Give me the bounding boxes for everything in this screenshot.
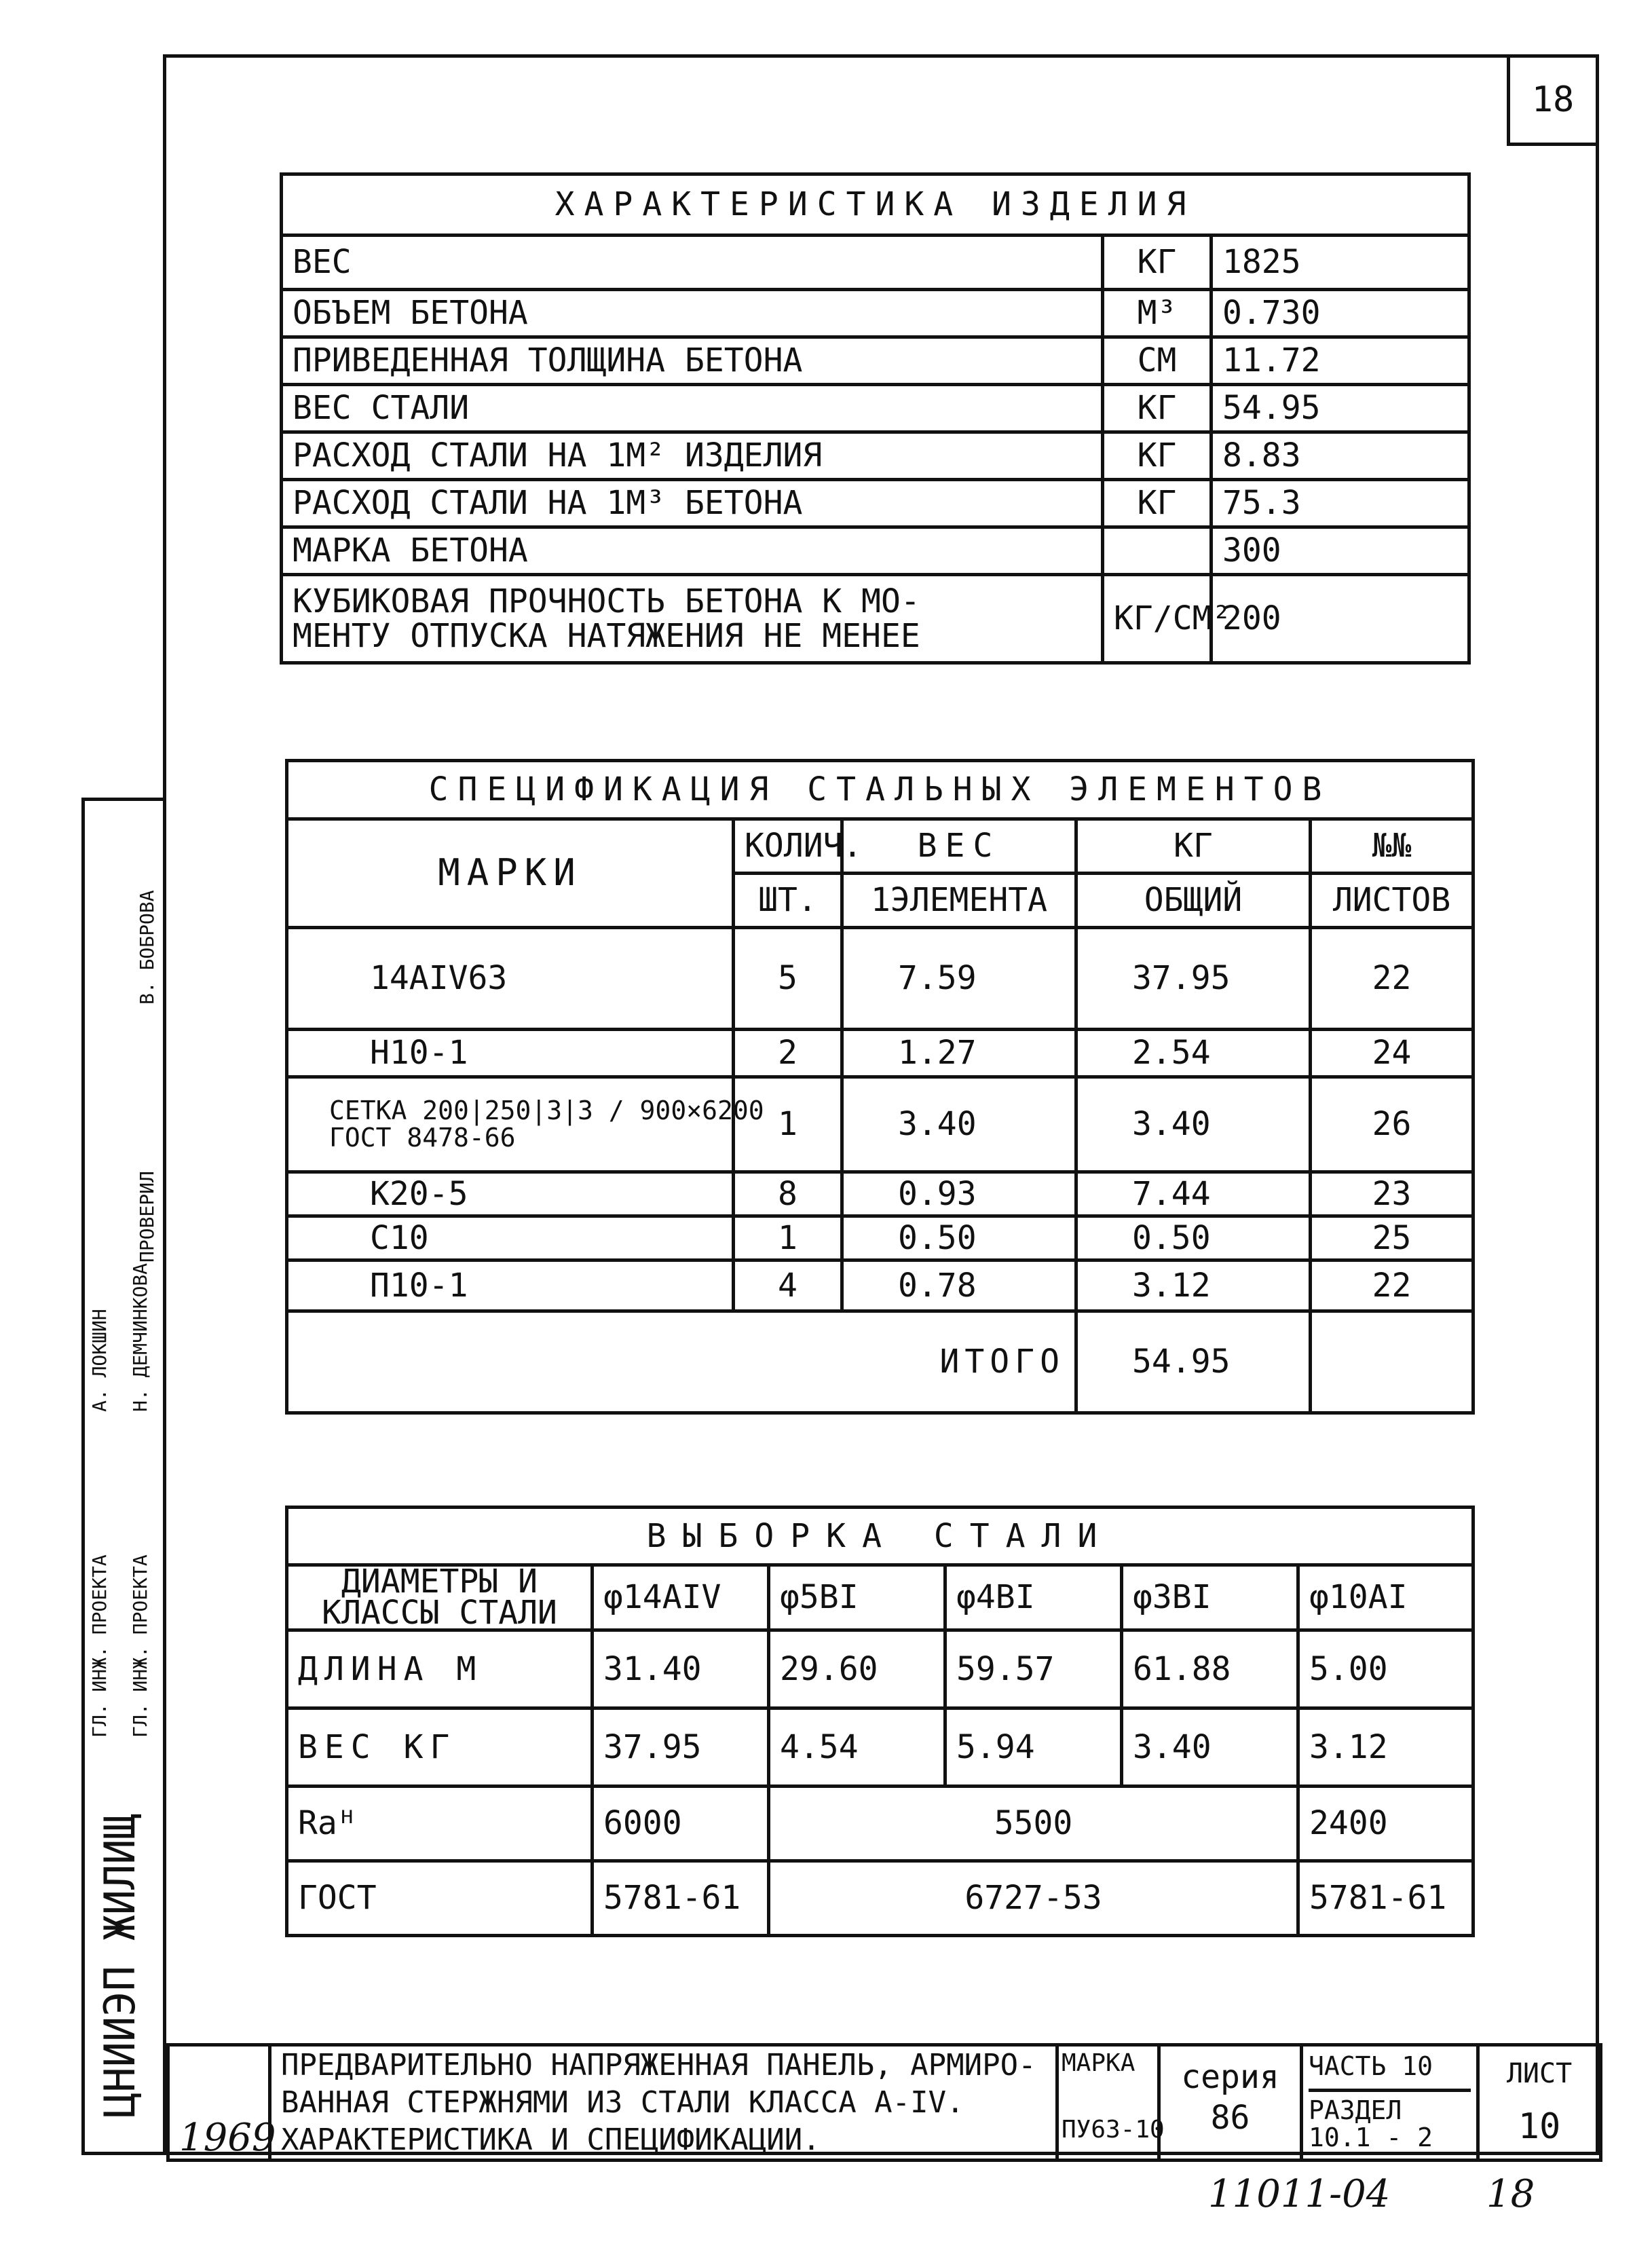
selection-weight: 3.40 — [1122, 1708, 1298, 1787]
char-value: 75.3 — [1212, 480, 1469, 527]
spec-head-sheets: ЛИСТОВ — [1311, 874, 1473, 928]
stamp-title-line3: ХАРАКТЕРИСТИКА И СПЕЦИФИКАЦИИ. — [281, 2123, 821, 2157]
footer-num: 18 — [1486, 2172, 1535, 2216]
selection-gost: 6727-53 — [769, 1861, 1298, 1936]
selection-weight: 37.95 — [593, 1708, 769, 1787]
spec-mark: П10-1 — [287, 1260, 734, 1311]
selection-title: ВЫБОРКА СТАЛИ — [287, 1508, 1473, 1565]
side-role: ГЛ. ИНЖ. ПРОЕКТА — [129, 1554, 151, 1738]
spec-total-empty — [1311, 1311, 1473, 1413]
spec-sheet: 26 — [1311, 1077, 1473, 1172]
char-name: ВЕС — [282, 236, 1103, 290]
spec-total: 0.50 — [1076, 1216, 1311, 1260]
stamp-series — [1159, 2045, 1302, 2161]
char-unit — [1103, 527, 1212, 575]
stamp-section-label: РАЗДЕЛ — [1309, 2095, 1402, 2126]
char-name: ОБЪЕМ БЕТОНА — [282, 290, 1103, 337]
spec-one: 1.27 — [842, 1030, 1076, 1077]
char-value: 200 — [1212, 575, 1469, 663]
char-value: 300 — [1212, 527, 1469, 575]
spec-qty: 1 — [734, 1216, 842, 1260]
spec-one: 0.78 — [842, 1260, 1076, 1311]
selection-length: 61.88 — [1122, 1630, 1298, 1708]
footer-code: 11011-04 — [1208, 2172, 1391, 2216]
selection-length: 31.40 — [593, 1630, 769, 1708]
stamp-section-value: 10.1 - 2 — [1309, 2122, 1433, 2152]
spec-total: 3.40 — [1076, 1077, 1311, 1172]
stamp-part-value: ЧАСТЬ 10 — [1309, 2053, 1471, 2092]
spec-qty: 4 — [734, 1260, 842, 1311]
stamp-part — [1302, 2045, 1478, 2161]
spec-qty: 8 — [734, 1172, 842, 1216]
specification-table — [285, 759, 1475, 1415]
spec-sheet: 25 — [1311, 1216, 1473, 1260]
char-unit: М³ — [1103, 290, 1212, 337]
spec-one: 0.93 — [842, 1172, 1076, 1216]
stamp-title-line1: ПРЕДВАРИТЕЛЬНО НАПРЯЖЕННАЯ ПАНЕЛЬ, АРМИРО- — [281, 2048, 1036, 2082]
title-block — [166, 2043, 1602, 2162]
char-value: 8.83 — [1212, 432, 1469, 480]
spec-total-label: ИТОГО — [287, 1311, 1076, 1413]
selection-col: φ14AIV — [593, 1565, 769, 1630]
spec-head-nn: №№ — [1311, 819, 1473, 874]
stamp-sheet-label: ЛИСТ — [1506, 2058, 1573, 2090]
char-value: 0.730 — [1212, 290, 1469, 337]
spec-total: 3.12 — [1076, 1260, 1311, 1311]
spec-head-weight-unit: КГ — [1076, 819, 1311, 874]
spec-head-qty-unit: ШТ. — [734, 874, 842, 928]
char-unit: КГ — [1103, 236, 1212, 290]
side-name: А. ЛОКШИН — [88, 1309, 111, 1412]
selection-weight: 5.94 — [945, 1708, 1122, 1787]
char-value: 11.72 — [1212, 337, 1469, 385]
char-name: ВЕС СТАЛИ — [282, 385, 1103, 432]
spec-total: 37.95 — [1076, 928, 1311, 1030]
stamp-sheet-value: 10 — [1518, 2106, 1561, 2148]
spec-qty: 1 — [734, 1077, 842, 1172]
char-name: РАСХОД СТАЛИ НА 1М³ БЕТОНА — [282, 480, 1103, 527]
char-name-line2: МЕНТУ ОТПУСКА НАТЯЖЕНИЯ НЕ МЕНЕЕ — [293, 616, 920, 655]
selection-weight: 4.54 — [769, 1708, 945, 1787]
spec-head-qty: КОЛИЧ. — [734, 819, 842, 874]
selection-ra: 5500 — [769, 1787, 1298, 1861]
characteristics-table — [280, 172, 1471, 665]
stamp-mark-value: ПУ63-10 — [1062, 2115, 1165, 2144]
selection-col: φ4BI — [945, 1565, 1122, 1630]
selection-gost: 5781-61 — [593, 1861, 769, 1936]
spec-one: 0.50 — [842, 1216, 1076, 1260]
selection-length: 29.60 — [769, 1630, 945, 1708]
char-name: МАРКА БЕТОНА — [282, 527, 1103, 575]
spec-one: 3.40 — [842, 1077, 1076, 1172]
sheet-number-box — [1507, 54, 1599, 146]
side-name: В. БОБРОВА — [136, 890, 158, 1005]
side-role: ПРОВЕРИЛ — [136, 1171, 158, 1263]
selection-col: φ3BI — [1122, 1565, 1298, 1630]
side-role: ГЛ. ИНЖ. ПРОЕКТА — [88, 1554, 111, 1738]
char-unit: КГ/СМ² — [1103, 575, 1212, 663]
stamp-series-value: 86 — [1210, 2099, 1250, 2137]
spec-sheet: 23 — [1311, 1172, 1473, 1216]
spec-mark: С10 — [287, 1216, 734, 1260]
char-unit: СМ — [1103, 337, 1212, 385]
spec-head-marks: МАРКИ — [287, 819, 734, 928]
characteristics-title: ХАРАКТЕРИСТИКА ИЗДЕЛИЯ — [282, 174, 1469, 236]
char-name: ПРИВЕДЕННАЯ ТОЛЩИНА БЕТОНА — [282, 337, 1103, 385]
char-name: РАСХОД СТАЛИ НА 1М² ИЗДЕЛИЯ — [282, 432, 1103, 480]
spec-mark: К20-5 — [287, 1172, 734, 1216]
char-value: 54.95 — [1212, 385, 1469, 432]
spec-qty: 2 — [734, 1030, 842, 1077]
selection-weight: 3.12 — [1298, 1708, 1473, 1787]
char-unit: КГ — [1103, 432, 1212, 480]
selection-length: 5.00 — [1298, 1630, 1473, 1708]
spec-mark-line1: СЕТКА 200|250|3|3 / 900×6200 — [329, 1095, 764, 1125]
selection-ra: 2400 — [1298, 1787, 1473, 1861]
spec-sheet: 22 — [1311, 1260, 1473, 1311]
spec-sheet: 24 — [1311, 1030, 1473, 1077]
selection-col: φ5BI — [769, 1565, 945, 1630]
selection-ra: 6000 — [593, 1787, 769, 1861]
selection-length-label: ДЛИНА М — [287, 1630, 593, 1708]
side-org: ЦНИИЭП ЖИЛИЩ — [95, 1814, 145, 2118]
spec-mark: 14AIV63 — [287, 928, 734, 1030]
stamp-mark — [1057, 2045, 1165, 2161]
char-name-line1: КУБИКОВАЯ ПРОЧНОСТЬ БЕТОНА К МО- — [293, 582, 920, 621]
steel-selection-table — [285, 1506, 1475, 1937]
stamp-year: 1969 — [168, 2045, 270, 2161]
spec-head-weight: ВЕС — [842, 819, 1076, 874]
spec-total: 7.44 — [1076, 1172, 1311, 1216]
spec-head-total: ОБЩИЙ — [1076, 874, 1311, 928]
char-unit: КГ — [1103, 385, 1212, 432]
stamp-title-line2: ВАННАЯ СТЕРЖНЯМИ ИЗ СТАЛИ КЛАССА А-IV. — [281, 2085, 964, 2120]
spec-mark — [287, 1077, 764, 1172]
sheet-number: 18 — [1531, 79, 1575, 120]
spec-mark: Н10-1 — [287, 1030, 734, 1077]
selection-ra-label: Rаᴴ — [287, 1787, 593, 1861]
selection-col: φ10AI — [1298, 1565, 1473, 1630]
selection-weight-label: ВЕС КГ — [287, 1708, 593, 1787]
stamp-title — [270, 2045, 1057, 2161]
char-unit: КГ — [1103, 480, 1212, 527]
selection-gost-label: ГОСТ — [287, 1861, 593, 1936]
char-value: 1825 — [1212, 236, 1469, 290]
spec-qty: 5 — [734, 928, 842, 1030]
spec-total-value: 54.95 — [1076, 1311, 1311, 1413]
spec-head-one: 1ЭЛЕМЕНТА — [842, 874, 1076, 928]
spec-sheet: 22 — [1311, 928, 1473, 1030]
specification-title: СПЕЦИФИКАЦИЯ СТАЛЬНЫХ ЭЛЕМЕНТОВ — [287, 761, 1473, 819]
stamp-series-label: серия — [1181, 2058, 1279, 2096]
char-name — [282, 575, 1103, 663]
stamp-sheet — [1478, 2045, 1601, 2161]
selection-length: 59.57 — [945, 1630, 1122, 1708]
spec-one: 7.59 — [842, 928, 1076, 1030]
spec-total: 2.54 — [1076, 1030, 1311, 1077]
selection-gost: 5781-61 — [1298, 1861, 1473, 1936]
stamp-mark-label: МАРКА — [1062, 2049, 1135, 2077]
side-name: Н. ДЕМЧИНКОВА — [129, 1263, 151, 1412]
spec-mark-line2: ГОСТ 8478-66 — [329, 1122, 516, 1153]
selection-head-label: ДИАМЕТРЫ И КЛАССЫ СТАЛИ — [287, 1565, 593, 1630]
